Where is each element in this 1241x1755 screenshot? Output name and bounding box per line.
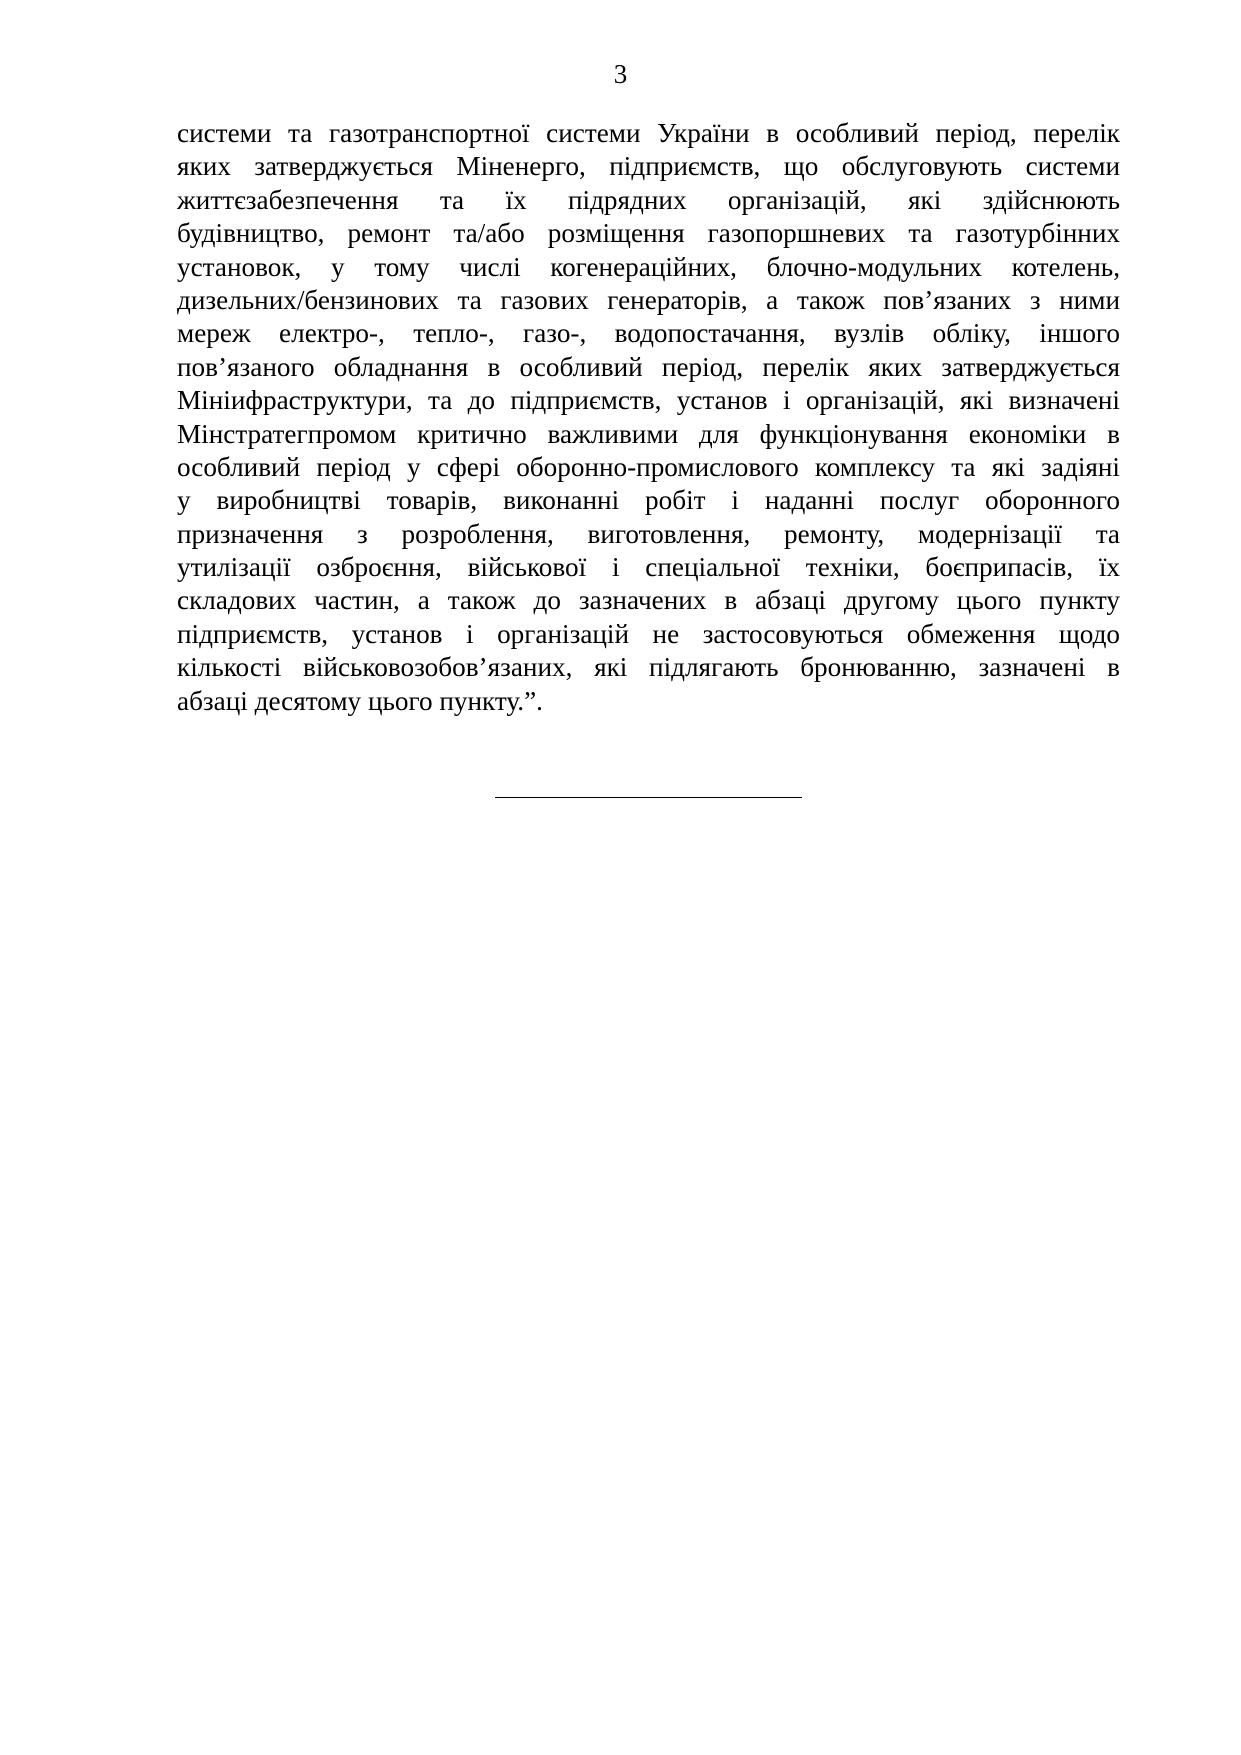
text-line: Мініифраструктури, та до підприємств, установ і організацій, які визначені (177, 385, 1120, 416)
text-line: будівництво, ремонт та/або розміщення газопоршневих та газотурбінних (177, 218, 1120, 249)
text-line: дизельних/бензинових та газових генераторів, а також пов’язаних з ними (177, 284, 1120, 315)
text-line: мереж електро-, тепло-, газо-, водопостачання, вузлів обліку, іншого (177, 318, 1120, 349)
text-line: системи та газотранспортної системи України в особливий період, перелік (177, 118, 1120, 148)
text-line: підприємств, установ і організацій не застосовуються обмеження щодо (177, 618, 1120, 649)
document-body (177, 117, 1120, 718)
text-line: утилізації озброєння, військової і спеціальної техніки, боєприпасів, їх (177, 552, 1120, 583)
text-line: складових частин, а також до зазначених в абзаці другому цього пункту (177, 585, 1120, 616)
text-line: яких затверджується Міненерго, підприємств, що обслуговують системи (177, 151, 1120, 182)
text-line: кількості військовозобов’язаних, які підлягають бронюванню, зазначені в (177, 652, 1120, 683)
text-line: Мінстратегпромом критично важливими для функціонування економіки в (177, 418, 1120, 449)
text-line: особливий період у сфері оборонно-промислового комплексу та які задіяні (177, 451, 1120, 482)
page-number: 3 (613, 59, 628, 89)
end-separator-line (495, 797, 802, 798)
text-line: установок, у тому числі когенераційних, блочно-модульних котелень, (177, 251, 1120, 282)
text-line-last: абзаці десятому цього пункту.”. (177, 685, 543, 716)
text-line: у виробництві товарів, виконанні робіт і наданні послуг оборонного (177, 485, 1120, 516)
text-line: пов’язаного обладнання в особливий період, перелік яких затверджується (177, 351, 1120, 382)
text-line: життєзабезпечення та їх підрядних організацій, які здійснюють (177, 184, 1120, 215)
text-line: призначення з розроблення, виготовлення, ремонту, модернізації та (177, 518, 1120, 549)
